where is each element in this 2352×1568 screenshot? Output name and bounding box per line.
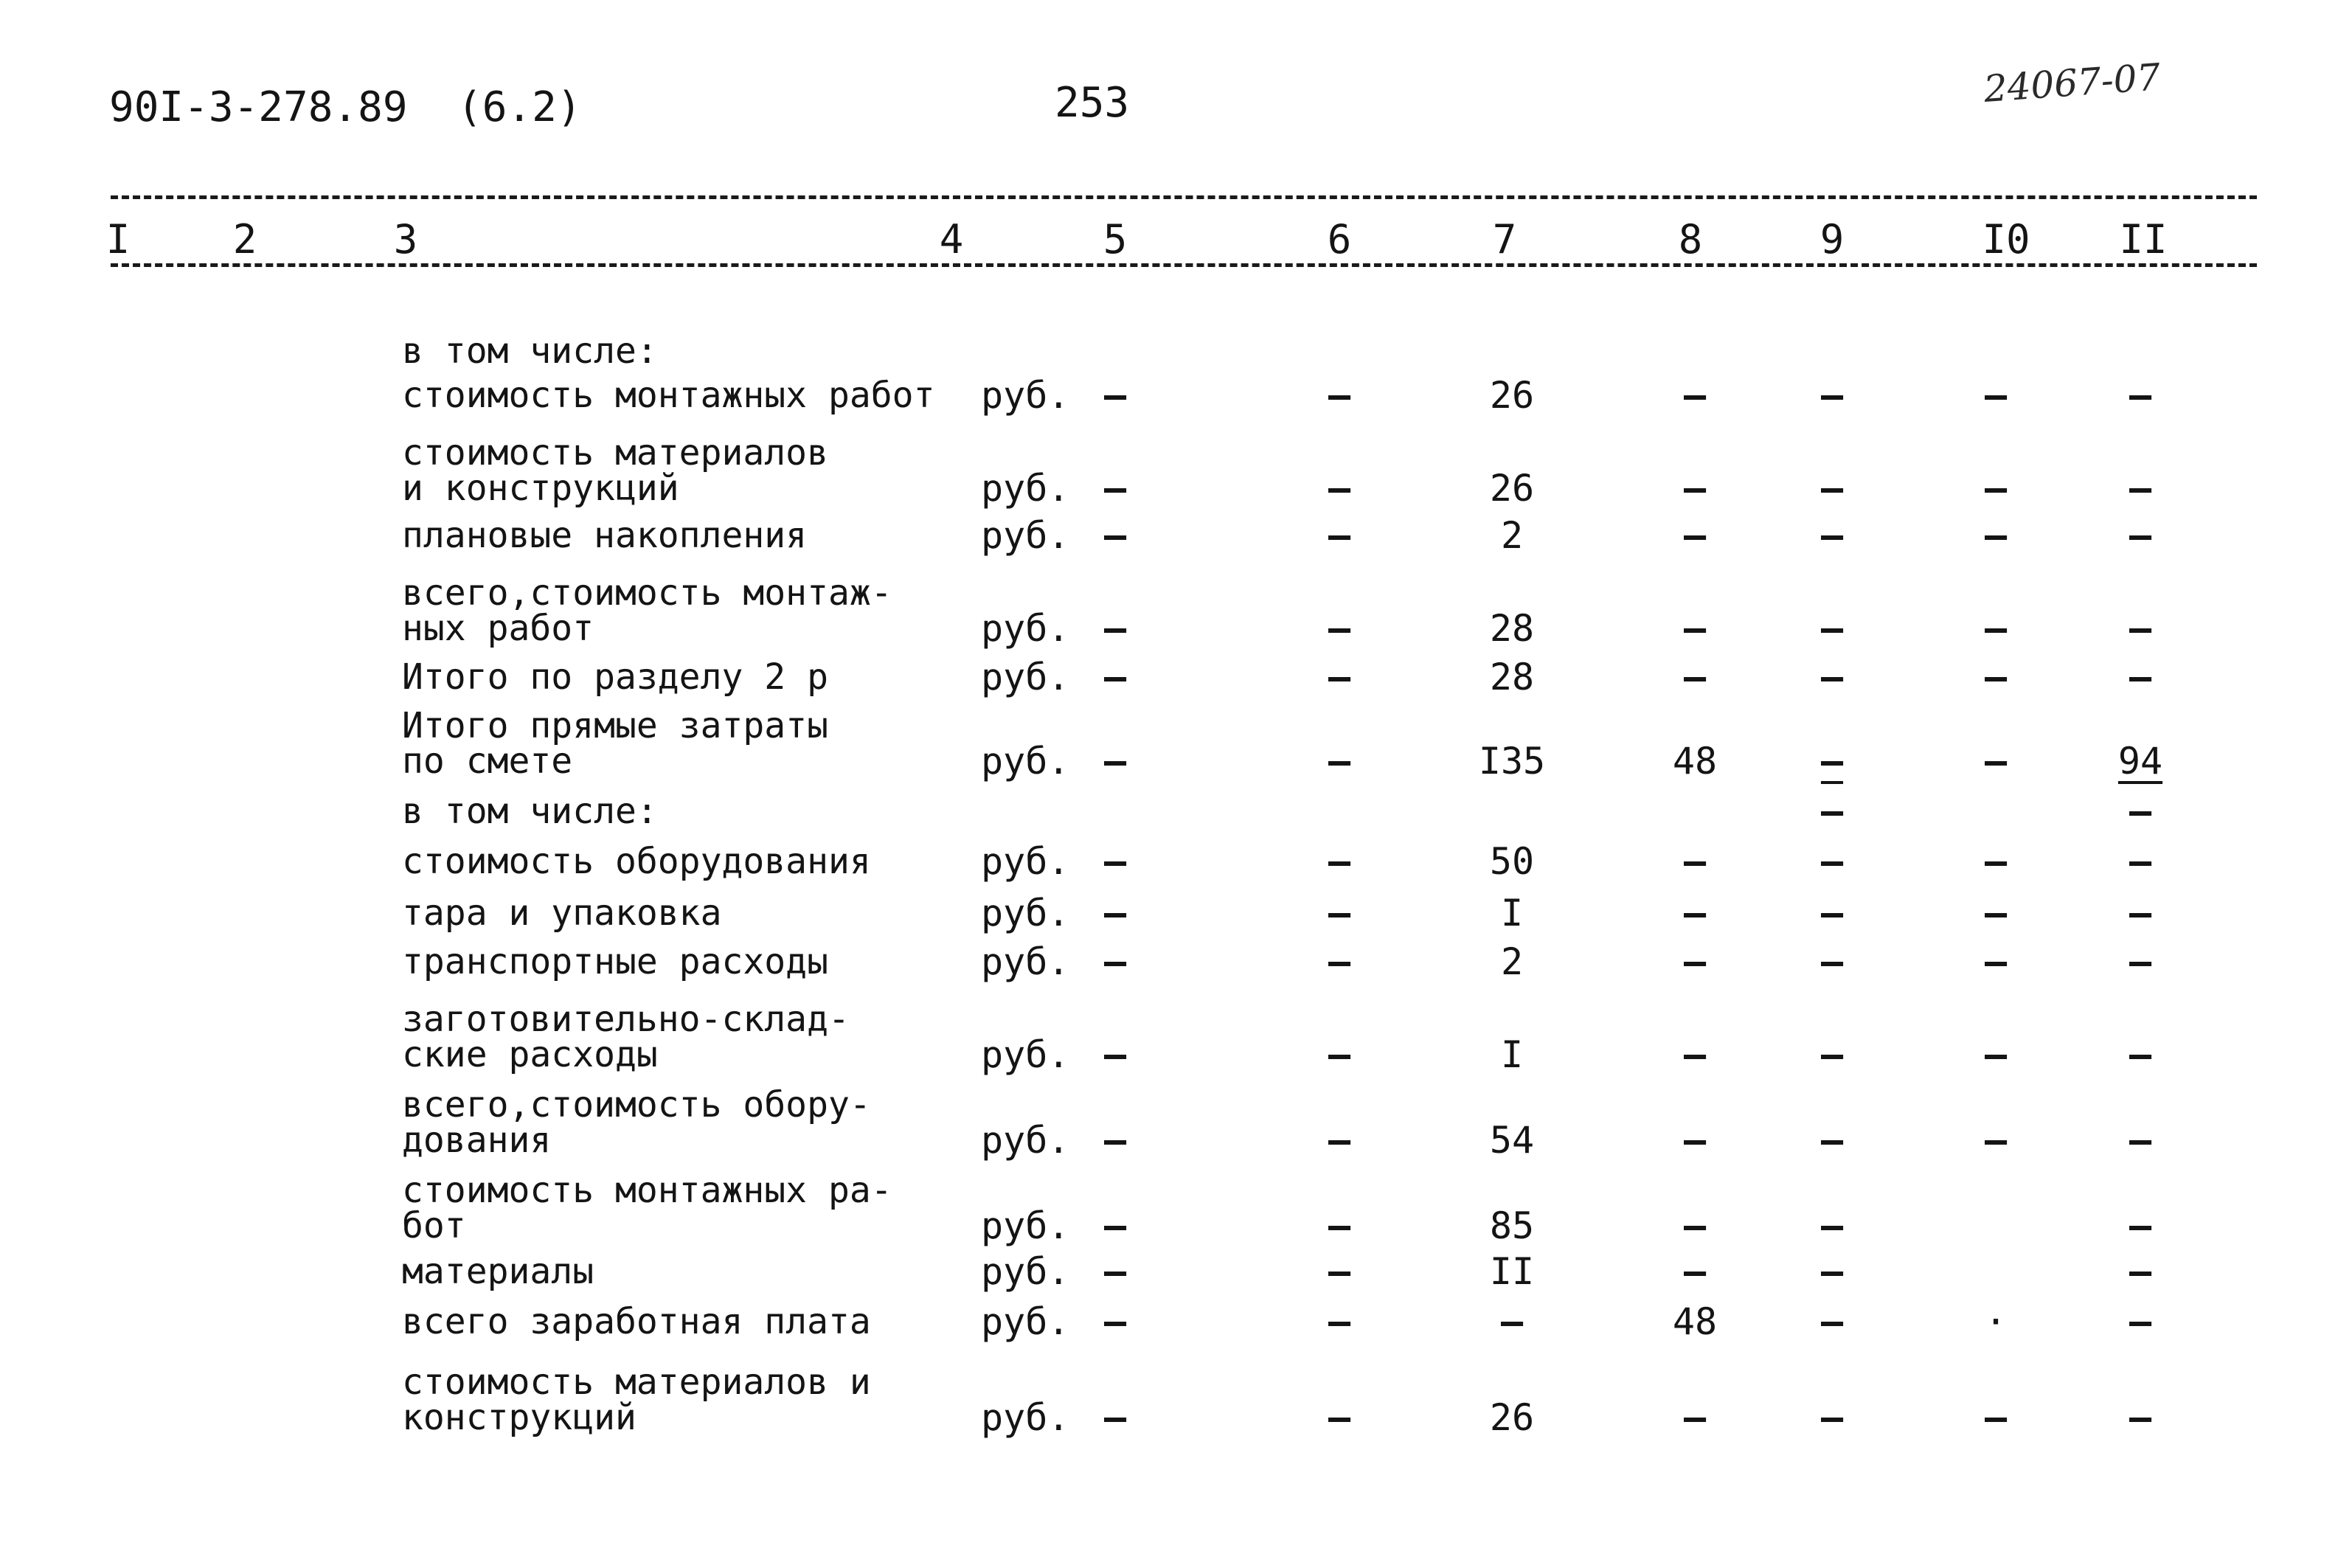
value-cell: – — [1984, 1396, 2008, 1439]
value-cell: – — [1328, 1396, 1351, 1439]
value-cell: – — [1820, 840, 1844, 883]
value-cell: – — [1103, 840, 1127, 883]
unit-cell: руб. — [981, 1300, 1070, 1343]
value-cell: – — [2129, 374, 2152, 417]
value-cell: I — [1500, 1033, 1524, 1076]
value-cell: – — [1984, 656, 2008, 698]
description-line: материалы — [402, 1251, 594, 1292]
value-cell: – — [1820, 607, 1844, 650]
description-line: заготовительно-склад- — [402, 999, 850, 1040]
value-cell: – — [1328, 892, 1351, 934]
value-cell: – — [1103, 656, 1127, 698]
value-cell: 48 — [1672, 1300, 1718, 1343]
value-cell: – — [1683, 1204, 1707, 1247]
value-cell: – — [1103, 1119, 1127, 1162]
value-cell: – — [1820, 374, 1844, 417]
value-cell: – — [1500, 1300, 1524, 1343]
value-cell: II — [1489, 1250, 1535, 1293]
column-number-11: II — [2119, 216, 2168, 263]
value-cell: – — [1683, 1033, 1707, 1076]
column-number-2: 2 — [232, 216, 257, 263]
row-description — [402, 1170, 962, 1246]
row-description — [402, 1251, 962, 1292]
value-cell: – — [1328, 1250, 1351, 1293]
row-description — [402, 999, 962, 1075]
description-line: ных работ — [402, 608, 594, 649]
row-description — [402, 1084, 962, 1161]
value-cell: 2 — [1500, 940, 1524, 983]
value-cell: – — [1820, 940, 1844, 983]
unit-cell: руб. — [981, 940, 1070, 983]
description-line: по смете — [402, 740, 573, 782]
value-cell: – — [1103, 467, 1127, 510]
value-cell: – — [1984, 940, 2008, 983]
row-description — [402, 1361, 962, 1438]
column-number-6: 6 — [1327, 216, 1352, 263]
value-cell: – — [1328, 840, 1351, 883]
value-cell: – — [2129, 940, 2152, 983]
value-cell: – — [1103, 892, 1127, 934]
value-cell: 26 — [1489, 467, 1535, 510]
value-cell: – — [1820, 656, 1844, 698]
archive-number: 24067-07 — [1982, 55, 2162, 111]
description-line: бот — [402, 1205, 466, 1246]
value-cell: – — [1683, 514, 1707, 557]
description-line: стоимость материалов — [402, 432, 828, 473]
description-line: всего,стоимость обору- — [402, 1084, 871, 1125]
row-description — [402, 791, 962, 832]
value-cell: 26 — [1489, 374, 1535, 417]
value-cell: – — [1820, 514, 1844, 557]
value-cell: 54 — [1489, 1119, 1535, 1162]
unit-cell: руб. — [981, 1396, 1070, 1439]
unit-cell: руб. — [981, 1033, 1070, 1076]
value-cell: – — [1328, 607, 1351, 650]
value-cell: – — [1820, 892, 1844, 934]
document-code: 90I-3-278.89 — [109, 83, 408, 131]
value-cell: – — [1683, 840, 1707, 883]
description-line: стоимость оборудования — [402, 841, 871, 882]
value-cell: – — [1683, 940, 1707, 983]
value-cell: – — [1103, 740, 1127, 783]
value-cell: – — [1328, 374, 1351, 417]
page-number: 253 — [1055, 79, 1130, 127]
unit-cell: руб. — [981, 467, 1070, 510]
value-cell: – — [2129, 467, 2152, 510]
value-cell: – — [2129, 1204, 2152, 1247]
value-cell: – — [1103, 514, 1127, 557]
description-line: плановые накопления — [402, 515, 808, 556]
value-cell: – — [1820, 1204, 1844, 1247]
row-description — [402, 705, 962, 782]
sheet-reference: (6.2) — [457, 83, 582, 131]
column-number-10: I0 — [1982, 216, 2030, 263]
unit-cell: руб. — [981, 840, 1070, 883]
value-cell: – — [1820, 1396, 1844, 1439]
row-description — [402, 515, 962, 556]
value-cell: – — [1328, 740, 1351, 783]
value-cell: 28 — [1489, 656, 1535, 698]
value-cell: – — [2129, 656, 2152, 698]
column-number-7: 7 — [1492, 216, 1517, 263]
description-line: Итого прямые затраты — [402, 705, 828, 746]
description-line: стоимость материалов и — [402, 1361, 871, 1403]
description-line: конструкций — [402, 1397, 636, 1438]
value-cell: – — [2129, 840, 2152, 883]
value-cell: – — [1328, 1204, 1351, 1247]
value-cell: – — [1328, 656, 1351, 698]
value-cell: – — [1683, 1119, 1707, 1162]
value-cell: – — [1820, 467, 1844, 510]
description-line: Итого по разделу 2 р — [402, 656, 828, 698]
row-description — [402, 892, 962, 934]
row-description — [402, 1301, 962, 1342]
row-description — [402, 375, 962, 416]
value-cell: 50 — [1489, 840, 1535, 883]
value-cell: – — [2129, 892, 2152, 934]
column-number-5: 5 — [1103, 216, 1128, 263]
value-cell: – — [1820, 740, 1844, 783]
value-cell: – — [1820, 1033, 1844, 1076]
value-cell: – — [1984, 514, 2008, 557]
value-cell: – — [1984, 1119, 2008, 1162]
row-description — [402, 941, 962, 982]
table-header-rule — [111, 263, 2257, 267]
value-cell: – — [1683, 374, 1707, 417]
value-cell: – — [1103, 1396, 1127, 1439]
value-cell: – — [1683, 467, 1707, 510]
value-cell: – — [1683, 892, 1707, 934]
value-cell: I — [1500, 892, 1524, 934]
value-cell: – — [1328, 940, 1351, 983]
table-top-rule — [111, 195, 2257, 199]
value-cell: – — [2129, 1300, 2152, 1343]
value-cell: – — [1984, 1033, 2008, 1076]
description-line: транспортные расходы — [402, 941, 828, 982]
value-cell: 85 — [1489, 1204, 1535, 1247]
value-cell: – — [1328, 1300, 1351, 1343]
value-cell: – — [1683, 1250, 1707, 1293]
value-cell: – — [1103, 940, 1127, 983]
value-cell: – — [2129, 514, 2152, 557]
description-line: и конструкций — [402, 468, 679, 509]
value-cell: – — [2129, 607, 2152, 650]
value-cell: – — [1984, 740, 2008, 783]
value-cell: – — [1103, 1204, 1127, 1247]
value-cell: – — [1328, 1119, 1351, 1162]
value-cell: – — [1103, 607, 1127, 650]
unit-cell: руб. — [981, 607, 1070, 650]
column-number-9: 9 — [1819, 216, 1845, 263]
value-cell: – — [1328, 1033, 1351, 1076]
value-cell: – — [1984, 840, 2008, 883]
value-cell: – — [2129, 790, 2152, 833]
unit-cell: руб. — [981, 740, 1070, 783]
value-cell: – — [1984, 607, 2008, 650]
description-line: всего,стоимость монтаж- — [402, 572, 892, 614]
row-description — [402, 330, 962, 372]
row-description — [402, 841, 962, 882]
unit-cell: руб. — [981, 374, 1070, 417]
description-line: в том числе: — [402, 791, 658, 832]
value-cell: – — [1820, 790, 1844, 833]
value-cell: – — [1103, 1300, 1127, 1343]
column-number-1: I — [105, 216, 131, 263]
value-cell: – — [1984, 467, 2008, 510]
value-cell: – — [1984, 892, 2008, 934]
value-cell: – — [1328, 467, 1351, 510]
unit-cell: руб. — [981, 892, 1070, 934]
value-cell: 48 — [1672, 740, 1718, 783]
unit-cell: руб. — [981, 1250, 1070, 1293]
value-cell: 26 — [1489, 1396, 1535, 1439]
value-cell: – — [1328, 514, 1351, 557]
unit-cell: руб. — [981, 656, 1070, 698]
description-line: тара и упаковка — [402, 892, 722, 934]
value-cell: – — [1103, 1033, 1127, 1076]
description-line: дования — [402, 1120, 552, 1161]
unit-cell: руб. — [981, 1204, 1070, 1247]
description-line: всего заработная плата — [402, 1301, 871, 1342]
unit-cell: руб. — [981, 514, 1070, 557]
value-cell: – — [1984, 374, 2008, 417]
value-cell: 28 — [1489, 607, 1535, 650]
value-cell: · — [1984, 1300, 2008, 1343]
column-number-3: 3 — [393, 216, 418, 263]
value-cell: – — [1820, 1250, 1844, 1293]
row-description — [402, 656, 962, 698]
row-description — [402, 572, 962, 649]
value-cell: 2 — [1500, 514, 1524, 557]
value-cell: – — [2129, 1033, 2152, 1076]
value-cell: – — [1683, 656, 1707, 698]
value-cell: I35 — [1478, 740, 1546, 783]
description-line: стоимость монтажных ра- — [402, 1170, 892, 1211]
unit-cell: руб. — [981, 1119, 1070, 1162]
value-cell: – — [1683, 1396, 1707, 1439]
value-cell: – — [2129, 1250, 2152, 1293]
description-line: стоимость монтажных работ — [402, 375, 935, 416]
column-number-4: 4 — [939, 216, 964, 263]
value-cell: 94 — [2117, 740, 2163, 783]
value-cell: – — [2129, 1396, 2152, 1439]
value-cell: – — [1820, 1119, 1844, 1162]
value-cell: – — [2129, 1119, 2152, 1162]
value-cell: – — [1683, 607, 1707, 650]
row-description — [402, 432, 962, 509]
column-number-8: 8 — [1678, 216, 1703, 263]
value-cell: – — [1103, 1250, 1127, 1293]
value-cell: – — [1820, 1300, 1844, 1343]
description-line: в том числе: — [402, 330, 658, 372]
description-line: ские расходы — [402, 1034, 658, 1075]
value-cell: – — [1103, 374, 1127, 417]
